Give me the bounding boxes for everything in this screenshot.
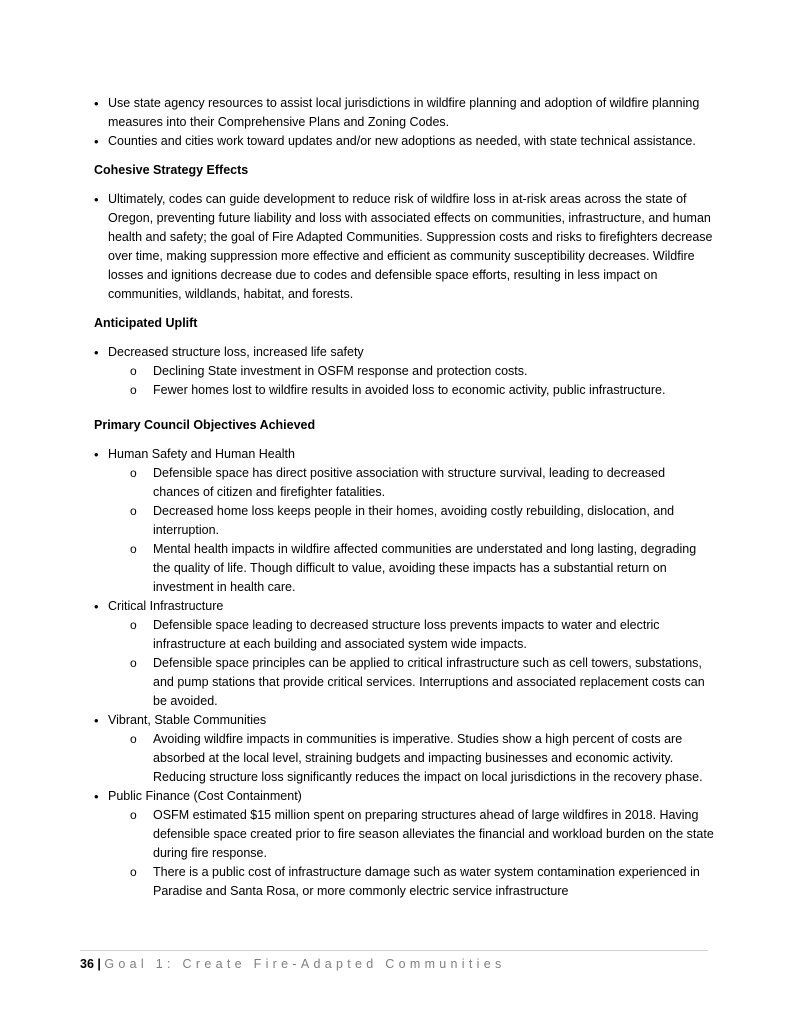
list-item-label: Public Finance (Cost Containment) [108,789,302,803]
uplift-bullet-list [94,343,714,400]
sub-list-item: o Avoiding wildfire impacts in communities is imperative. Studies show a high percent of costs are absorbed at the local level, straining budgets and impacting businesses and economic activity. Reducing structure loss significantly reduces the impact on local jurisdictions in the recovery phase. [108,730,714,787]
footer-separator: | [97,957,101,971]
objectives-sub-list [108,730,714,787]
objectives-sub-list [108,806,714,901]
objectives-sub-list [108,616,714,711]
sub-list-item: o Defensible space principles can be applied to critical infrastructure such as cell towers, substations, and pump stations that provide critical services. Interruptions and associated replacement costs can be avoided. [108,654,714,711]
list-item: • Counties and cities work toward updates and/or new adoptions as needed, with state technical assistance. [94,132,714,151]
list-item-label: Decreased structure loss, increased life safety [108,345,364,359]
anticipated-uplift-heading: Anticipated Uplift [94,316,198,330]
list-item: • Ultimately, codes can guide development to reduce risk of wildfire loss in at-risk areas across the state of Oregon, preventing future liability and loss with associated effects on communities, infrastructure, and human health and safety; the goal of Fire Adapted Communities. Suppression costs and risks to firefighters decrease over time, making suppression more effective and efficient as community susceptibility decreases. Wildfire losses and ignitions decrease due to codes and defensible space efforts, resulting in less impact on communities, wildlands, habitat, and forests. [94,190,714,304]
sub-list-item: o There is a public cost of infrastructure damage such as water system contamination experienced in Paradise and Santa Rosa, or more commonly electric service infrastructure [108,863,714,901]
sub-list-item: o Decreased home loss keeps people in their homes, avoiding costly rebuilding, dislocation, and interruption. [108,502,714,540]
list-item-label: Human Safety and Human Health [108,447,295,461]
page-content [94,94,714,901]
list-item [94,343,714,400]
sub-list-item: o OSFM estimated $15 million spent on preparing structures ahead of large wildfires in 2018. Having defensible space created prior to fire season alleviates the financial and workload burden on the state during fire response. [108,806,714,863]
page-footer [80,950,708,974]
list-item-label: Critical Infrastructure [108,599,224,613]
sub-list-item: o Mental health impacts in wildfire affected communities are understated and long lasting, degrading the quality of life. Though difficult to value, avoiding these impacts has a substantial return on investment in health care. [108,540,714,597]
sub-list-item: o Defensible space leading to decreased structure loss prevents impacts to water and electric infrastructure at each building and associated system wide impacts. [108,616,714,654]
page-number: 36 [80,957,94,971]
sub-list-item: o Declining State investment in OSFM response and protection costs. [108,362,714,381]
list-item: • Use state agency resources to assist local jurisdictions in wildfire planning and adoption of wildfire planning measures into their Comprehensive Plans and Zoning Codes. [94,94,714,132]
objectives-bullet-list [94,445,714,901]
intro-bullet-list [94,94,714,151]
list-item [94,711,714,787]
footer-title: Goal 1: Create Fire-Adapted Communities [104,957,506,971]
objectives-sub-list [108,464,714,597]
cohesive-strategy-heading: Cohesive Strategy Effects [94,163,249,177]
sub-list-item: o Defensible space has direct positive association with structure survival, leading to decreased chances of citizen and firefighter fatalities. [108,464,714,502]
cohesive-bullet-list [94,190,714,304]
council-objectives-heading: Primary Council Objectives Achieved [94,418,316,432]
list-item [94,597,714,711]
sub-list-item: o Fewer homes lost to wildfire results in avoided loss to economic activity, public infrastructure. [108,381,714,400]
uplift-sub-list [108,362,714,400]
list-item [94,445,714,597]
list-item-label: Vibrant, Stable Communities [108,713,267,727]
list-item [94,787,714,901]
